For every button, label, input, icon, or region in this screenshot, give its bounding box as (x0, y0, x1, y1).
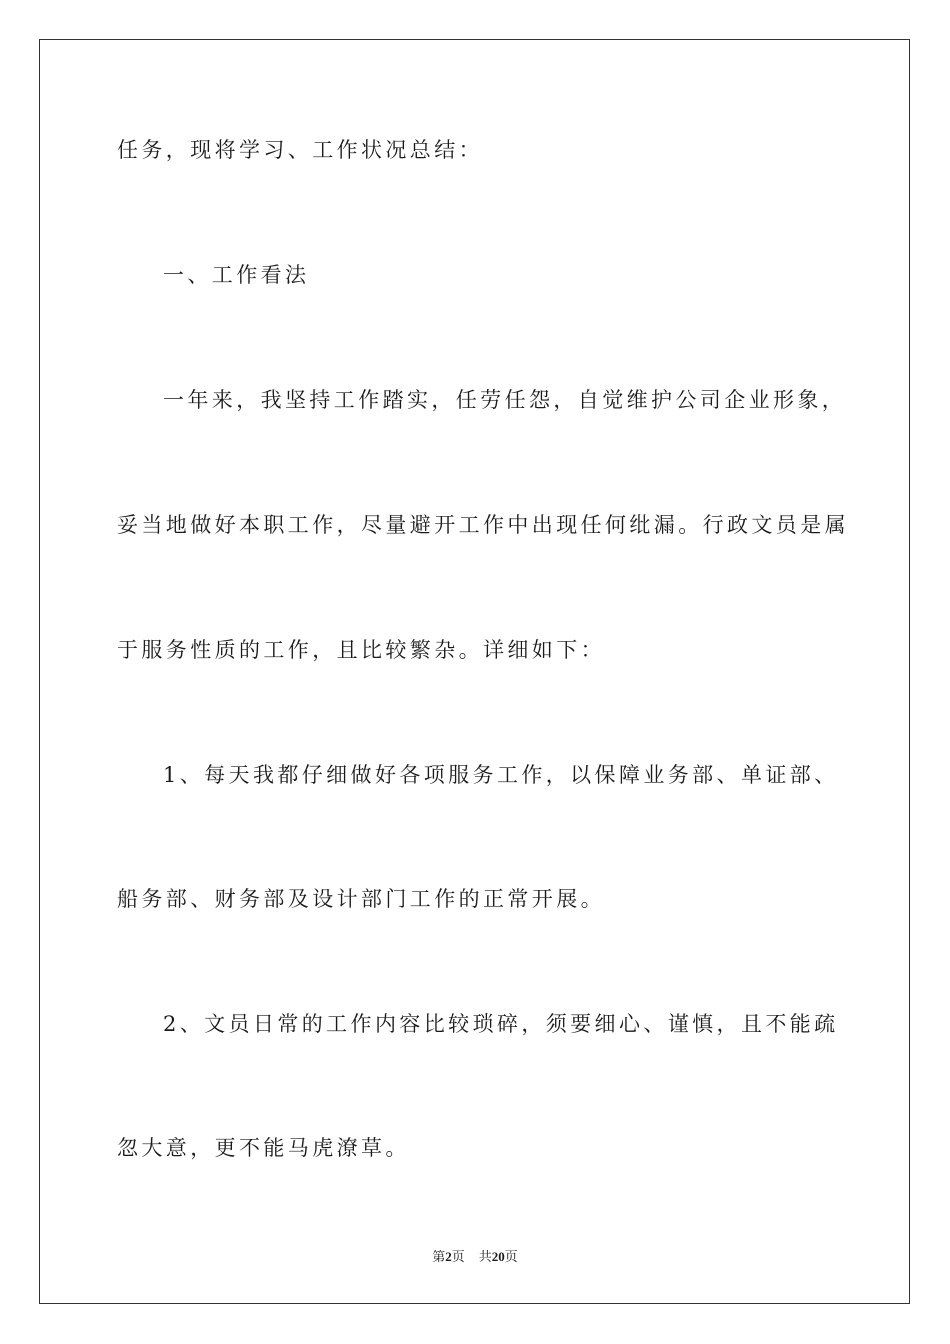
paragraph-line: 妥当地做好本职工作，尽量避开工作中出现任何纰漏。行政文员是属 (117, 513, 849, 537)
list-item-line: 忽大意，更不能马虎潦草。 (117, 1136, 410, 1160)
total-suffix: 页 (504, 1249, 518, 1264)
page-number: 2 (445, 1249, 452, 1264)
list-item-line: 船务部、财务部及设计部门工作的正常开展。 (117, 887, 605, 911)
list-item-line: 2、文员日常的工作内容比较琐碎，须要细心、谨慎，且不能疏 (163, 1012, 839, 1036)
total-prefix: 共 (478, 1249, 492, 1264)
page-footer (0, 1249, 950, 1265)
paragraph-line: 一年来，我坚持工作踏实，任劳任怨，自觉维护公司企业形象， (163, 388, 847, 412)
page-border (39, 39, 910, 1304)
page-prefix: 第 (432, 1249, 446, 1264)
page-suffix: 页 (451, 1249, 465, 1264)
list-item-line: 1、每天我都仔细做好各项服务工作，以保障业务部、单证部、 (163, 763, 839, 787)
total-pages: 20 (491, 1249, 505, 1264)
section-heading: 一、工作看法 (163, 263, 310, 287)
paragraph-line: 于服务性质的工作，且比较繁杂。详细如下： (117, 638, 605, 662)
paragraph-line: 任务，现将学习、工作状况总结： (117, 138, 483, 162)
